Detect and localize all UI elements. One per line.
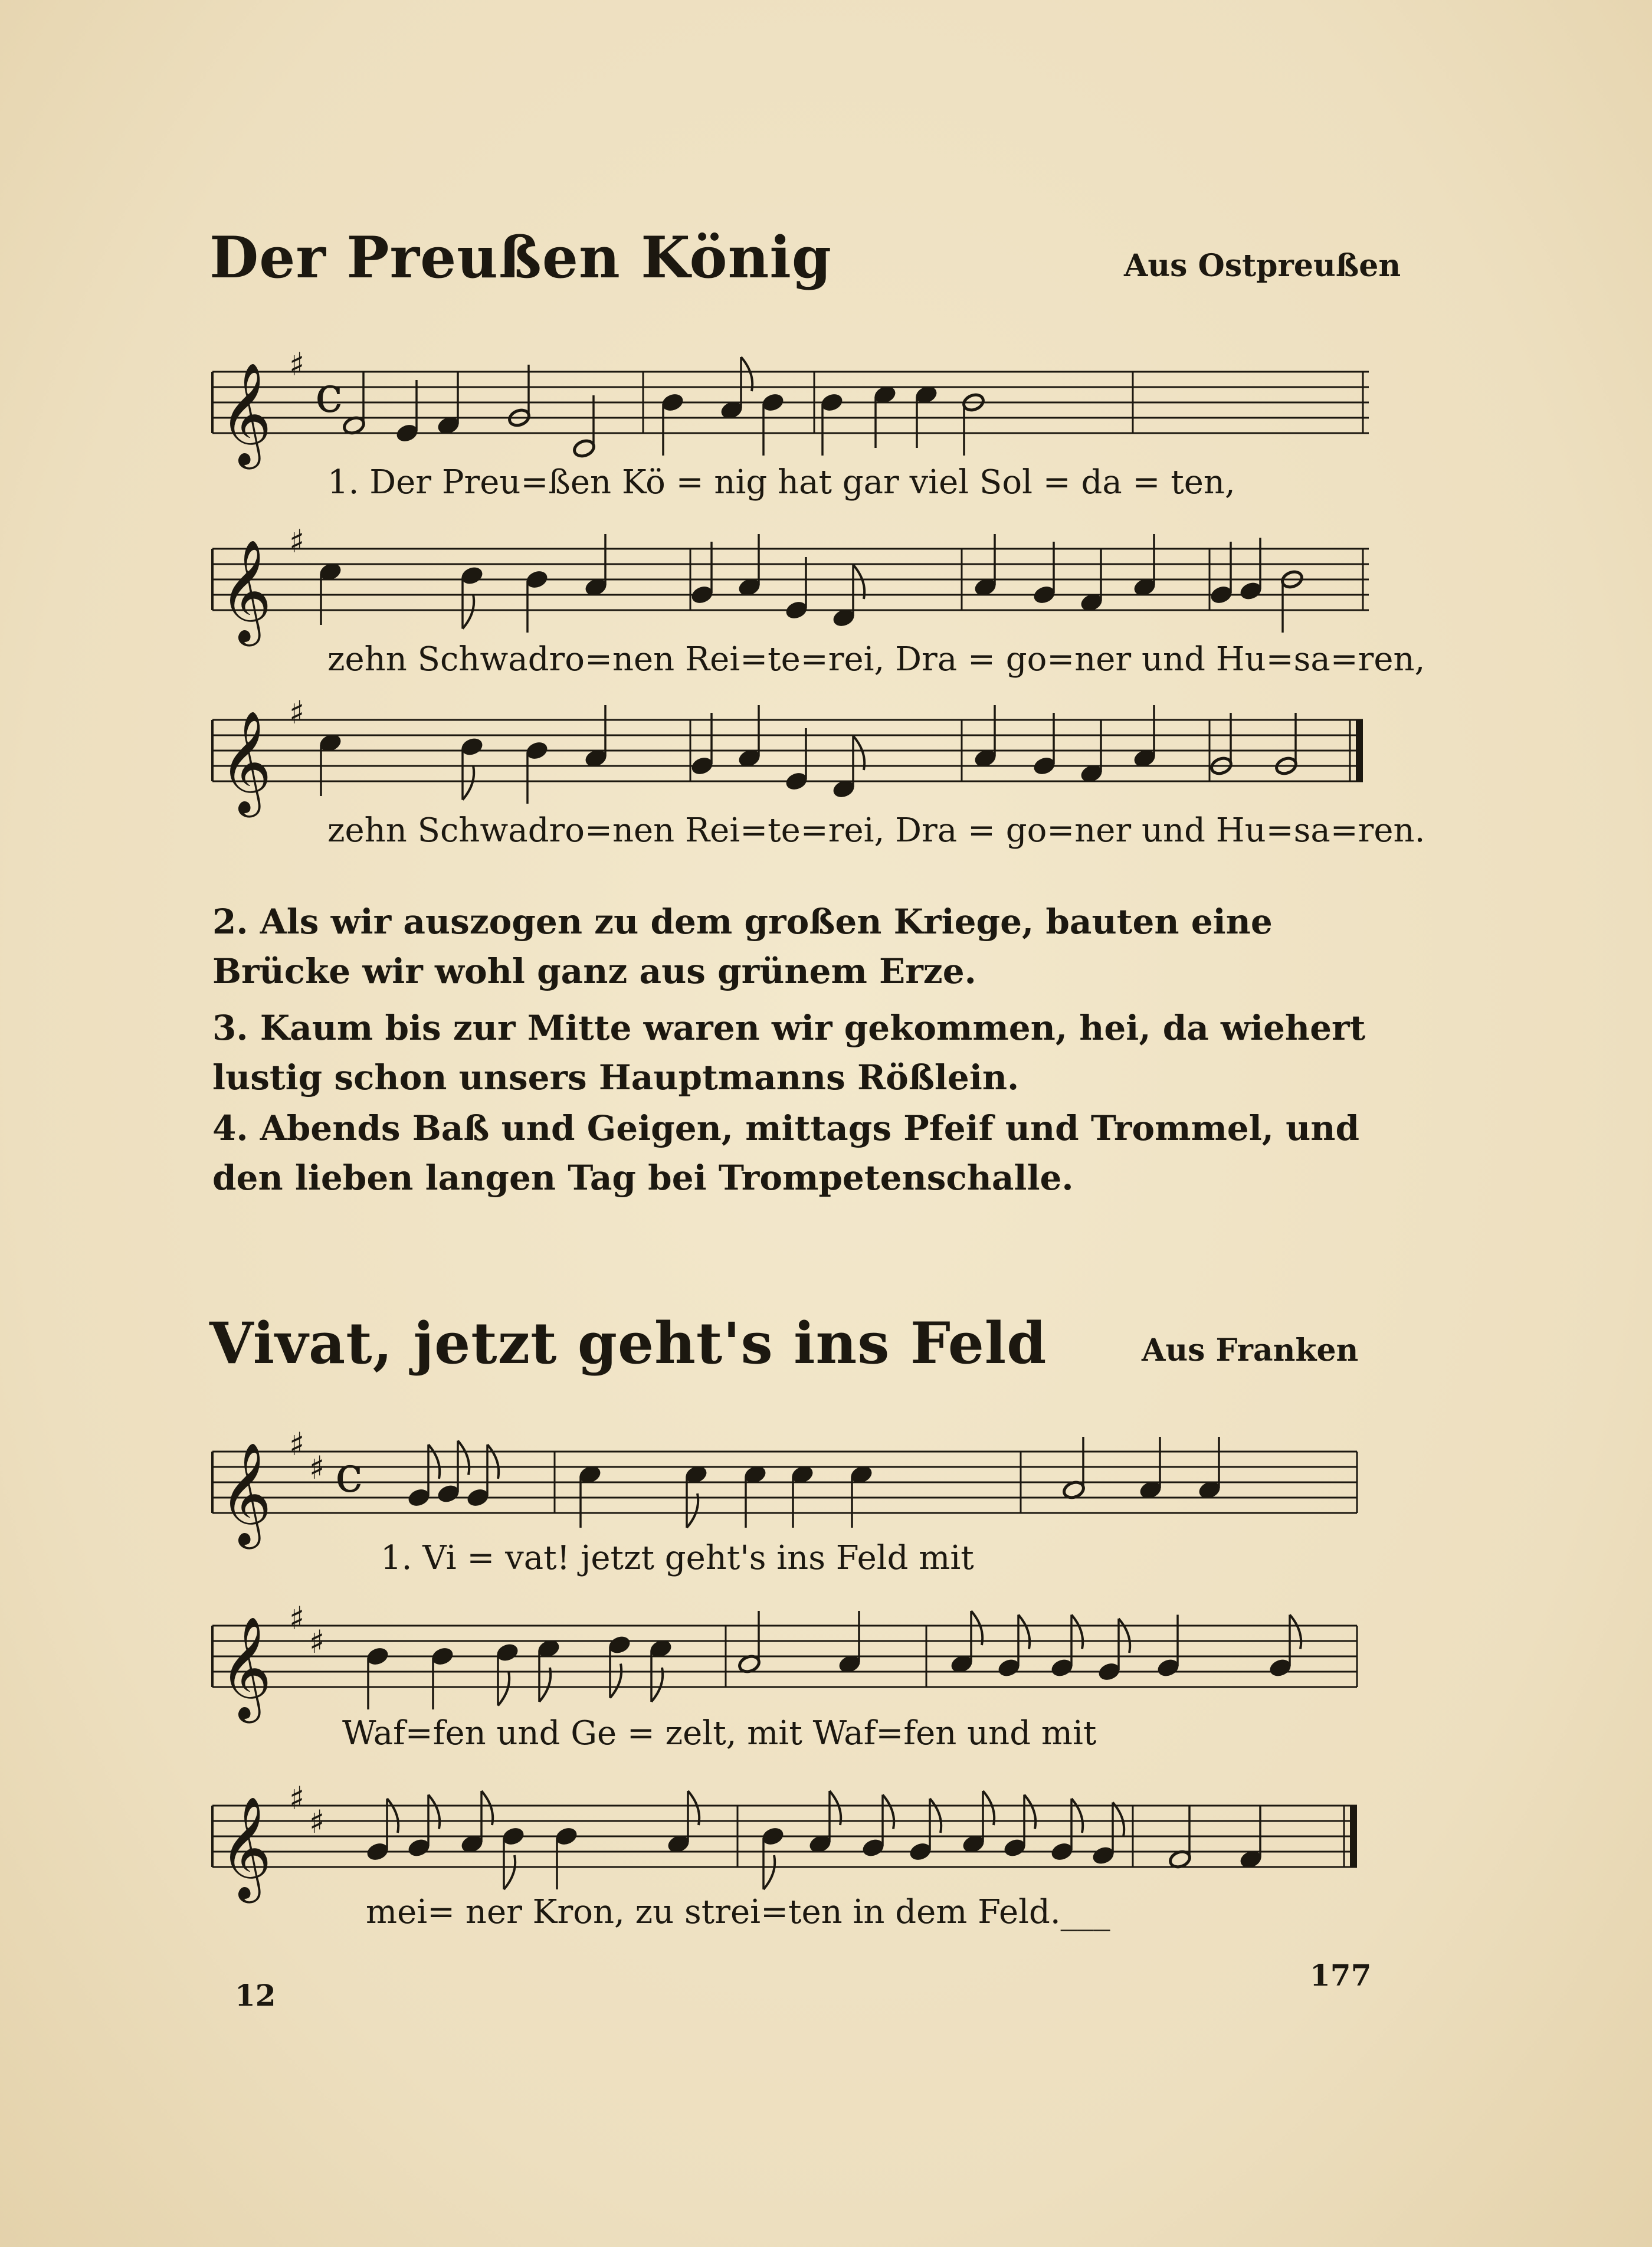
eighth-flag-icon xyxy=(1290,1615,1301,1649)
quarter-note-icon xyxy=(1032,585,1057,605)
quarter-note-icon xyxy=(366,1646,390,1667)
eighth-flag-icon xyxy=(1018,1615,1030,1649)
quarter-note-icon xyxy=(785,771,809,792)
eighth-flag-icon xyxy=(539,1668,550,1702)
quarter-note-icon xyxy=(1092,1845,1116,1866)
eighth-flag-icon xyxy=(458,1441,469,1475)
song-title-vivat: Vivat, jetzt geht's ins Feld xyxy=(209,1310,1047,1377)
quarter-note-icon xyxy=(1097,1662,1122,1682)
half-note-icon xyxy=(572,438,596,459)
eighth-flag-icon xyxy=(487,1444,499,1479)
quarter-note-icon xyxy=(460,565,484,586)
lyrics-song1-line2: zehn Schwadro=nen Rei=te=rei, Dra = go=ner und Hu=sa=ren, xyxy=(327,640,1425,679)
quarter-note-icon xyxy=(1156,1658,1181,1678)
quarter-note-icon xyxy=(690,585,714,605)
treble-clef-icon: 𝄞 xyxy=(219,1796,272,1899)
song-title-preussen-koenig: Der Preußen König xyxy=(209,224,832,291)
quarter-note-icon xyxy=(909,1842,933,1862)
lyrics-song1-line3: zehn Schwadro=nen Rei=te=rei, Dra = go=ner und Hu=sa=ren. xyxy=(327,811,1425,850)
quarter-note-icon xyxy=(460,736,484,757)
sharp-icon: ♯ xyxy=(289,1780,305,1817)
verse-4: 4. Abends Baß und Geigen, mittags Pfeif und Trommel, und den lieben langen Tag bei Trompetenschalle. xyxy=(212,1108,1360,1198)
quarter-note-icon xyxy=(1032,756,1057,777)
eighth-flag-icon xyxy=(504,1855,515,1889)
quarter-note-icon xyxy=(466,1488,490,1508)
quarter-note-icon xyxy=(690,756,714,777)
final-barline-thick xyxy=(1356,720,1363,781)
common-time-icon: c xyxy=(315,366,343,424)
eighth-flag-icon xyxy=(498,1672,509,1706)
eighth-flag-icon xyxy=(971,1611,982,1645)
lyrics-song1-line1: 1. Der Preu=ßen Kö = nig hat gar viel Sol = da = ten, xyxy=(327,463,1235,502)
page-number-right: 177 xyxy=(1310,1958,1372,1993)
eighth-flag-icon xyxy=(741,357,752,391)
eighth-flag-icon xyxy=(687,1493,698,1528)
quarter-note-icon xyxy=(502,1826,526,1847)
quarter-note-icon xyxy=(608,1635,632,1655)
quarter-note-icon xyxy=(820,392,844,413)
sharp-icon: ♯ xyxy=(309,1803,325,1840)
staff-song2-line1 xyxy=(206,1428,1386,1546)
lyrics-song2-line1: 1. Vi = vat! jetzt geht's ins Feld mit xyxy=(381,1539,974,1577)
eighth-flag-icon xyxy=(830,1791,841,1825)
staff-song2-line2 xyxy=(206,1602,1386,1720)
sharp-icon: ♯ xyxy=(289,523,305,560)
quarter-note-icon xyxy=(407,1837,431,1858)
eighth-flag-icon xyxy=(463,595,474,629)
staff-song1-line2 xyxy=(206,525,1386,643)
song-origin-ostpreussen: Aus Ostpreußen xyxy=(1124,248,1401,284)
quarter-note-icon xyxy=(761,1826,785,1847)
eighth-flag-icon xyxy=(763,1855,775,1889)
eighth-flag-icon xyxy=(853,565,864,599)
quarter-note-icon xyxy=(525,741,549,761)
eighth-flag-icon xyxy=(1024,1795,1035,1829)
staff-song2-line3 xyxy=(206,1782,1386,1900)
sharp-icon: ♯ xyxy=(309,1623,325,1660)
treble-clef-icon: 𝄞 xyxy=(219,1442,272,1545)
sharp-icon: ♯ xyxy=(309,1449,325,1486)
quarter-note-icon xyxy=(1210,585,1234,605)
quarter-note-icon xyxy=(431,1646,455,1667)
quarter-note-icon xyxy=(395,423,419,444)
staff-song1-line1 xyxy=(206,348,1386,466)
quarter-note-icon xyxy=(1239,581,1263,601)
eighth-flag-icon xyxy=(883,1795,894,1829)
eighth-flag-icon xyxy=(610,1664,621,1698)
quarter-note-icon xyxy=(1003,1837,1027,1858)
verse-2: 2. Als wir auszogen zu dem großen Kriege, bauten eine Brücke wir wohl ganz aus grünem Erze. xyxy=(212,902,1273,991)
eighth-flag-icon xyxy=(428,1444,440,1479)
quarter-note-icon xyxy=(525,569,549,590)
sharp-icon: ♯ xyxy=(289,1600,305,1637)
eighth-flag-icon xyxy=(463,766,474,800)
sharp-icon: ♯ xyxy=(289,694,305,731)
quarter-note-icon xyxy=(1050,1842,1074,1862)
quarter-note-icon xyxy=(661,392,685,413)
eighth-flag-icon xyxy=(428,1795,440,1829)
quarter-note-icon xyxy=(1050,1658,1074,1678)
eighth-flag-icon xyxy=(688,1791,699,1825)
treble-clef-icon: 𝄞 xyxy=(219,710,272,813)
staff-song1-line3 xyxy=(206,696,1386,814)
lyrics-song2-line3: mei= ner Kron, zu strei=ten in dem Feld.___ xyxy=(366,1893,1110,1931)
common-time-icon: c xyxy=(335,1446,363,1504)
quarter-note-icon xyxy=(437,1483,461,1504)
treble-clef-icon: 𝄞 xyxy=(219,362,272,465)
sharp-icon: ♯ xyxy=(289,346,305,383)
eighth-flag-icon xyxy=(983,1791,994,1825)
quarter-note-icon xyxy=(761,392,785,413)
eighth-flag-icon xyxy=(1071,1615,1083,1649)
treble-clef-icon: 𝄞 xyxy=(219,1616,272,1719)
sharp-icon: ♯ xyxy=(289,1426,305,1463)
eighth-flag-icon xyxy=(930,1799,941,1833)
quarter-note-icon xyxy=(496,1642,520,1663)
quarter-note-icon xyxy=(997,1658,1021,1678)
song-origin-franken: Aus Franken xyxy=(1142,1332,1359,1368)
verse-3: 3. Kaum bis zur Mitte waren wir gekommen, hei, da wiehert lustig schon unsers Hauptmanns Rößlein. xyxy=(212,1008,1366,1098)
eighth-flag-icon xyxy=(481,1791,493,1825)
eighth-flag-icon xyxy=(1071,1799,1083,1833)
eighth-flag-icon xyxy=(1113,1803,1124,1837)
treble-clef-icon: 𝄞 xyxy=(219,539,272,642)
eighth-flag-icon xyxy=(387,1799,398,1833)
quarter-note-icon xyxy=(407,1488,431,1508)
lyrics-song2-line2: Waf=fen und Ge = zelt, mit Waf=fen und mit xyxy=(342,1714,1097,1753)
eighth-flag-icon xyxy=(853,736,864,770)
eighth-flag-icon xyxy=(1119,1619,1130,1653)
eighth-flag-icon xyxy=(651,1668,663,1702)
final-barline-thick xyxy=(1350,1806,1357,1867)
quarter-note-icon xyxy=(366,1842,390,1862)
quarter-note-icon xyxy=(555,1826,579,1847)
page-number-left: 12 xyxy=(235,1978,276,2013)
quarter-note-icon xyxy=(861,1837,886,1858)
quarter-note-icon xyxy=(1268,1658,1293,1678)
quarter-note-icon xyxy=(785,600,809,621)
